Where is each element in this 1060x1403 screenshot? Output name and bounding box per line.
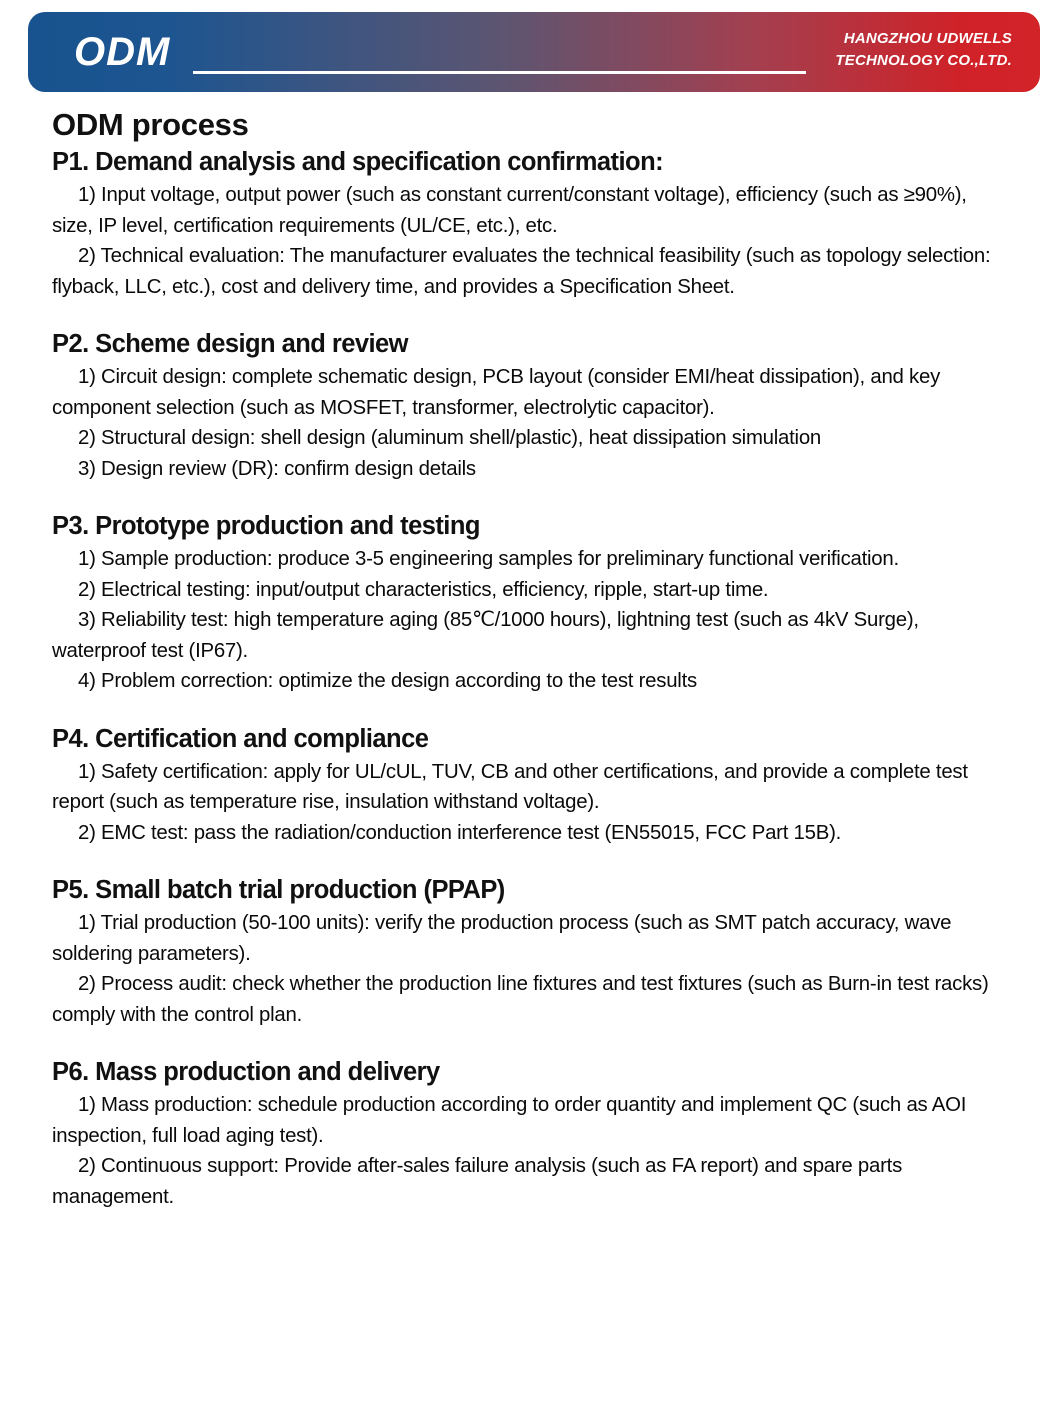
section [52,874,1012,1030]
section-paragraph: 1) Mass production: schedule production according to order quantity and implement QC (such as AOI inspection, full load aging test). [52,1094,967,1147]
header-divider-rule [193,71,806,74]
section-paragraph: 3) Reliability test: high temperature aging (85℃/1000 hours), lightning test (such as 4kV Surge), waterproof test (IP67). [52,609,919,662]
section-paragraph: 1) Safety certification: apply for UL/cUL, TUV, CB and other certifications, and provide a complete test report (such as temperature rise, insulation withstand voltage). [52,760,968,813]
section [52,723,1012,849]
section-heading: P1. Demand analysis and specification confirmation: [52,148,664,176]
section-spacer [52,848,1012,874]
section-heading: P5. Small batch trial production (PPAP) [52,876,505,904]
section [52,510,1012,697]
section-heading: P3. Prototype production and testing [52,512,480,540]
section-paragraph: 1) Circuit design: complete schematic design, PCB layout (consider EMI/heat dissipation), and key component selection (such as MOSFET, transformer, electrolytic capacitor). [52,366,941,419]
section-paragraph: 2) Structural design: shell design (aluminum shell/plastic), heat dissipation simulation [78,427,822,449]
section-paragraph: 3) Design review (DR): confirm design details [78,457,476,480]
section-paragraph: 1) Input voltage, output power (such as constant current/constant voltage), efficiency (such as ≥90%), size, IP level, certification requirements (UL/CE, etc.), etc. [52,184,967,237]
section-spacer [52,302,1012,328]
section-paragraph: 4) Problem correction: optimize the design according to the test results [78,670,697,692]
sections-container [52,146,1012,1212]
page-title: ODM process [52,107,249,142]
section-heading: P2. Scheme design and review [52,330,408,358]
section-heading: P4. Certification and compliance [52,724,429,753]
section-paragraph: 2) EMC test: pass the radiation/conduction interference test (EN55015, FCC Part 15B). [78,821,842,844]
section-spacer [52,1030,1012,1056]
section-paragraph: 2) Process audit: check whether the production line fixtures and test fixtures (such as Burn-in test racks) comply with the control plan. [52,973,989,1026]
section [52,146,1012,302]
section-paragraph: 1) Trial production (50-100 units): verify the production process (such as SMT patch accuracy, wave soldering parameters). [52,912,952,965]
section-paragraph: 2) Electrical testing: input/output characteristics, efficiency, ripple, start-up time. [78,578,769,601]
header-banner [28,12,1040,92]
section-paragraph: 2) Technical evaluation: The manufacturer evaluates the technical feasibility (such as topology selection: flyback, LLC, etc.), cost and delivery time, and provides a Specification Sheet. [52,245,991,298]
company-name-line1: HANGZHOU UDWELLS [843,30,1012,47]
section [52,1056,1012,1212]
section-spacer [52,484,1012,510]
company-name-line2: TECHNOLOGY CO.,LTD. [835,52,1012,69]
document-body [52,106,1012,1212]
section-paragraph: 1) Sample production: produce 3-5 engineering samples for preliminary functional verification. [78,548,899,570]
section-paragraph: 2) Continuous support: Provide after-sales failure analysis (such as FA report) and spare parts management. [52,1155,903,1208]
company-name [835,28,1012,72]
section-heading: P6. Mass production and delivery [52,1058,440,1086]
odm-logo: ODM [74,30,171,74]
section [52,328,1012,484]
section-spacer [52,697,1012,723]
